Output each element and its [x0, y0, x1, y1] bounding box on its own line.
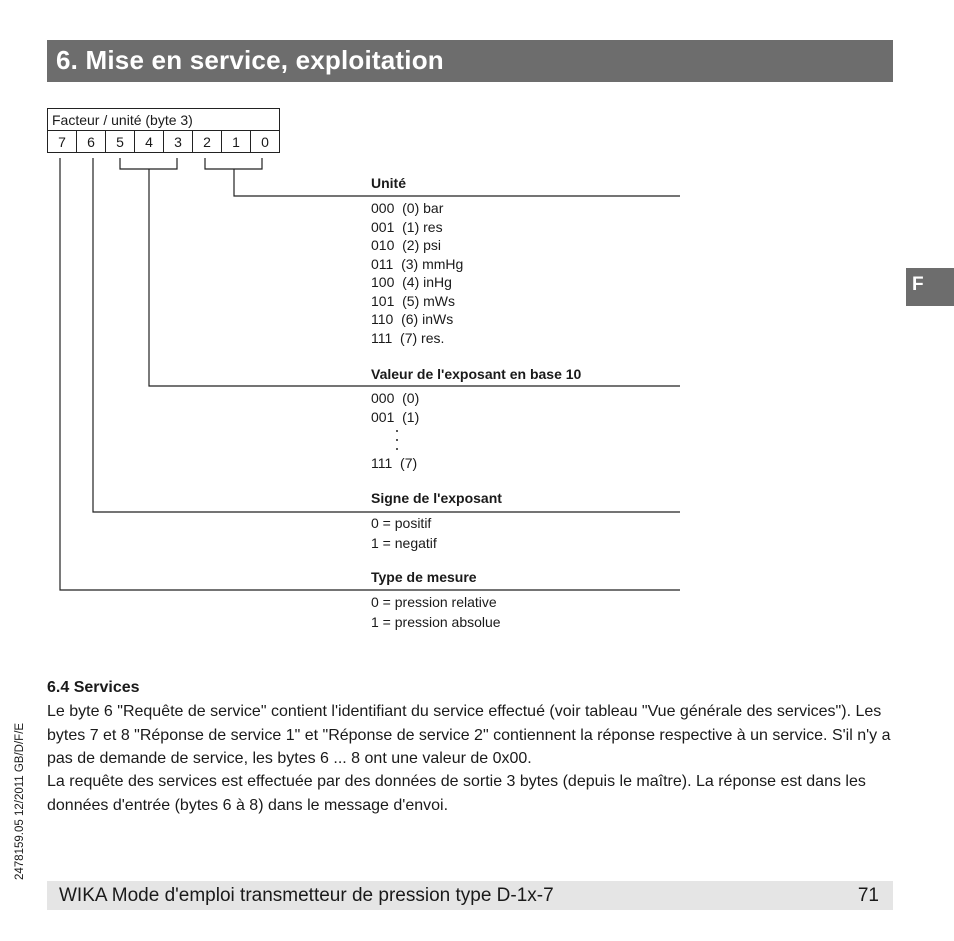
document-id: 2478159.05 12/2011 GB/D/F/E [14, 722, 26, 880]
section-heading-exposant: Valeur de l'exposant en base 10 [371, 366, 582, 382]
page-footer [47, 881, 893, 910]
services-paragraph: Le byte 6 "Requête de service" contient l'identifiant du service effectué (voir tableau "Vue générale des services"). Les bytes 7 et 8 "Réponse de service 1" et "Réponse de service 2" contiennent la réponse respective à un service. S'il n'y a pas de demande de service, les bytes 6 ... 8 ont une valeur de 0x00. [47, 703, 891, 767]
bracket-bits-1-0 [205, 158, 262, 169]
exponent-line: 000 (0) [371, 390, 420, 406]
unit-line: 011 (3) mmHg [371, 256, 464, 272]
type-line: 1 = pression absolue [371, 614, 501, 630]
unit-line: 111 (7) res. [371, 330, 445, 346]
leader-unite [234, 169, 680, 196]
bit-cell: 7 [48, 131, 77, 153]
vertical-ellipsis [396, 430, 398, 450]
sign-line: 1 = negatif [371, 535, 437, 551]
bit-cell: 3 [164, 131, 193, 153]
leader-type [60, 158, 680, 590]
bracket-bits-5-3 [120, 158, 177, 169]
language-tab-label: F [912, 274, 924, 295]
section-heading-signe: Signe de l'exposant [371, 490, 502, 506]
unit-line: 000 (0) bar [371, 200, 444, 216]
byte-table-header: Facteur / unité (byte 3) [48, 109, 280, 131]
section-heading-type: Type de mesure [371, 569, 477, 585]
bit-cell: 5 [106, 131, 135, 153]
section-heading-unite: Unité [371, 175, 406, 191]
unit-line: 101 (5) mWs [371, 293, 456, 309]
unit-line: 010 (2) psi [371, 237, 442, 253]
bit-cell: 4 [135, 131, 164, 153]
services-paragraph: La requête des services est effectuée par des données de sortie 3 bytes (depuis le maître). La réponse est dans les données d'entrée (bytes 6 à 8) dans le message d'envoi. [47, 773, 866, 814]
exponent-line: 111 (7) [371, 455, 418, 471]
services-heading: 6.4 Services [47, 679, 140, 696]
sign-line: 0 = positif [371, 515, 432, 531]
bit-cell: 0 [251, 131, 280, 153]
exponent-line: 001 (1) [371, 409, 420, 425]
bit-cell: 1 [222, 131, 251, 153]
unit-line: 110 (6) inWs [371, 311, 454, 327]
bit-cell: 6 [77, 131, 106, 153]
type-line: 0 = pression relative [371, 594, 497, 610]
unit-line: 100 (4) inHg [371, 274, 452, 290]
page-number: 71 [857, 885, 879, 906]
unit-line: 001 (1) res [371, 219, 443, 235]
page-title: 6. Mise en service, exploitation [56, 45, 444, 75]
bit-cell: 2 [193, 131, 222, 153]
footer-text: WIKA Mode d'emploi transmetteur de pression type D-1x-7 [59, 885, 554, 906]
